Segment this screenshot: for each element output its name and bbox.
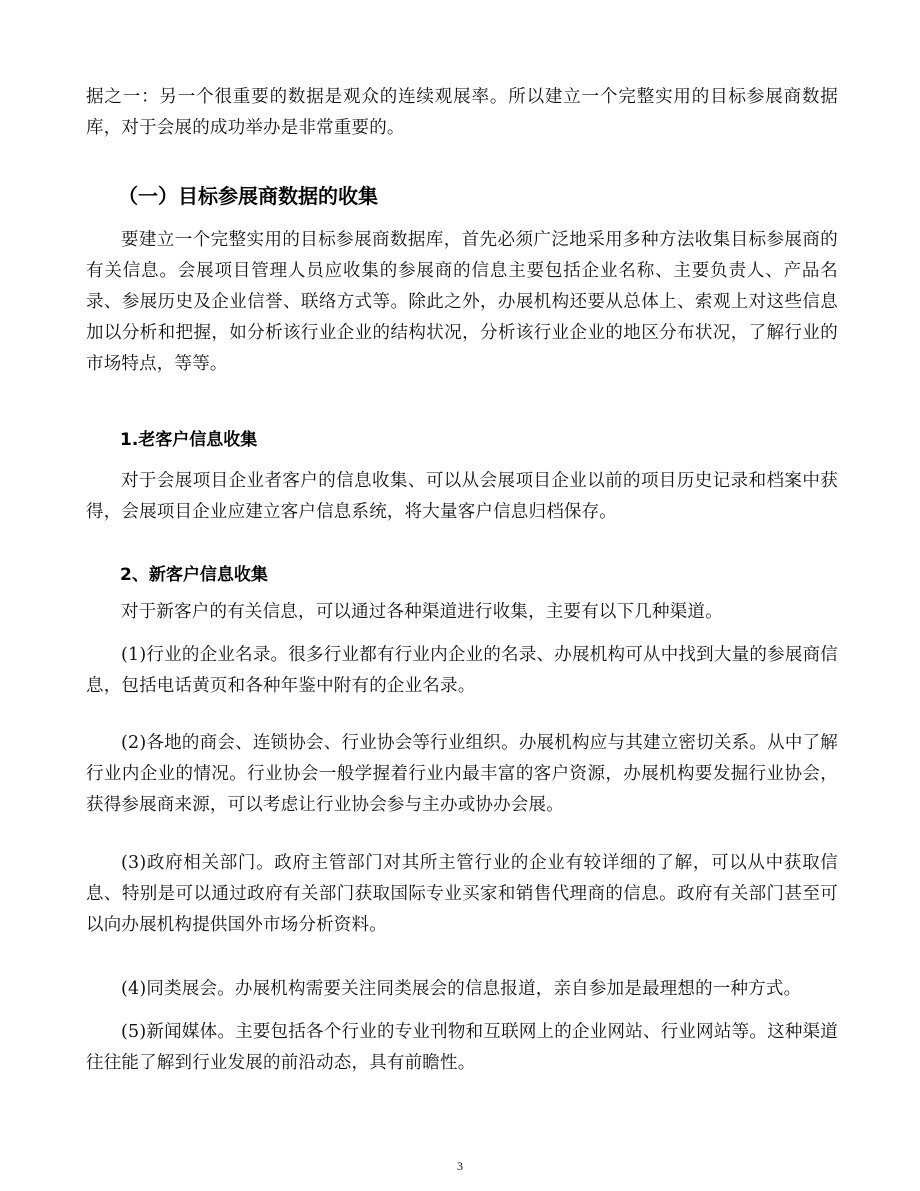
- subheading-new-customers: 2、新客户信息收集: [120, 565, 268, 585]
- paragraph-new-customers-intro: 对于新客户的有关信息，可以通过各种渠道进行收集，主要有以下几种渠道。: [121, 602, 723, 622]
- paragraph-channel-4: (4)同类展会。办展机构需要关注同类展会的信息报道，亲自参加是最理想的一种方式。: [121, 979, 802, 999]
- paragraph-channel-2: (2)各地的商会、连锁协会、行业协会等行业组织。办展机构应与其建立密切关系。从中了解行业内企业的情况。行业协会一般学握着行业内最丰富的客户资源，办展机构要发掘行业协会，获得参展商来源，可以考虑让行业协会参与主办或协办会展。: [86, 733, 838, 815]
- paragraph-channel-5: (5)新闻媒体。主要包括各个行业的专业刊物和互联网上的企业网站、行业网站等。这种渠道往往能了解到行业发展的前沿动态，具有前瞻性。: [86, 1022, 838, 1073]
- section-heading-exhibitor-data-collection: （一）目标参展商数据的收集: [118, 184, 378, 208]
- paragraph-channel-1: (1)行业的企业名录。很多行业都有行业内企业的名录、办展机构可从中找到大量的参展商信息，包括电话黄页和各种年鉴中附有的企业名录。: [86, 645, 838, 696]
- subheading-old-customers: 1.老客户信息收集: [120, 430, 258, 450]
- paragraph-intro-continued: 据之一：另一个很重要的数据是观众的连续观展率。所以建立一个完整实用的目标参展商数据库，对于会展的成功举办是非常重要的。: [86, 87, 838, 138]
- page-number: 3: [457, 1159, 463, 1173]
- paragraph-old-customers: 对于会展项目企业者客户的信息收集、可以从会展项目企业以前的项目历史记录和档案中获得，会展项目企业应建立客户信息系统，将大量客户信息归档保存。: [86, 471, 838, 522]
- paragraph-channel-3: (3)政府相关部门。政府主管部门对其所主管行业的企业有较详细的了解，可以从中获取信息、特别是可以通过政府有关部门获取国际专业买家和销售代理商的信息。政府有关部门甚至可以向办展机构提供国外市场分析资料。: [86, 853, 838, 935]
- paragraph-data-collection: 要建立一个完整实用的目标参展商数据库，首先必须广泛地采用多种方法收集目标参展商的有关信息。会展项目管理人员应收集的参展商的信息主要包括企业名称、主要负责人、产品名录、参展历史及企业信誉、联络方式等。除此之外，办展机构还要从总体上、索观上对这些信息加以分析和把握，如分析该行业企业的结构状况，分析该行业企业的地区分布状况，了解行业的市场特点，等等。: [86, 230, 838, 374]
